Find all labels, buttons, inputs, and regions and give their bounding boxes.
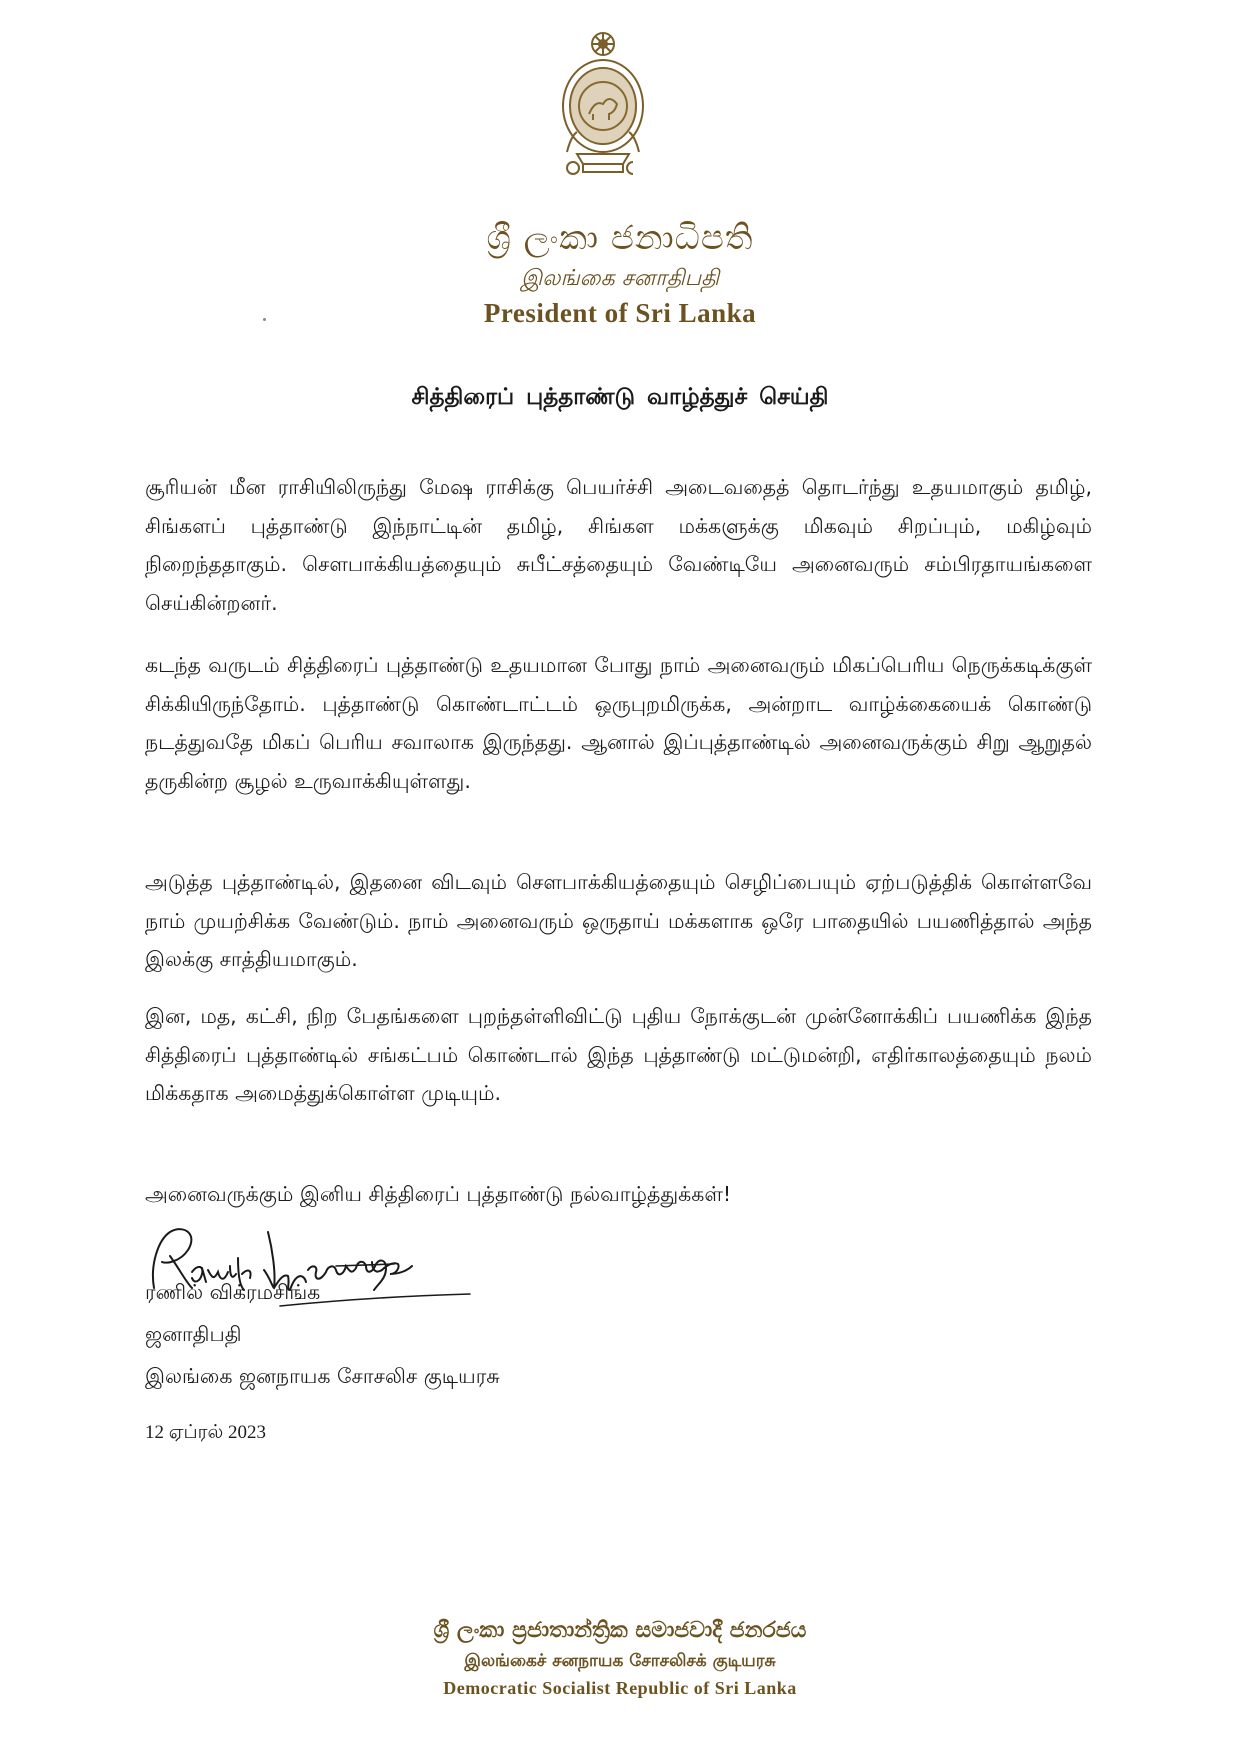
signatory-title: ஜனாதிபதி (145, 1322, 242, 1346)
sri-lanka-emblem-icon (553, 28, 653, 188)
signatory-name: ரணில் விக்ரமசிங்க (145, 1280, 321, 1304)
footer-english: Democratic Socialist Republic of Sri Lanka (443, 1678, 797, 1698)
letterhead-title-tamil: இலங்கை சனாதிபதி (520, 266, 720, 291)
message-paragraph: அடுத்த புத்தாண்டில், இதனை விடவும் சௌபாக்கியத்தையும் செழிப்பையும் ஏற்படுத்திக் கொள்ளவே நாம் முயற்சிக்க வேண்டும். நாம் அனைவரும் ஒருதாய் மக்களாக ஒரே பாதையில் பயணித்தால் அந்த இலக்கு சாத்தியமாகும். (145, 870, 1093, 971)
message-paragraph: சூரியன் மீன ராசியிலிருந்து மேஷ ராசிக்கு பெயர்ச்சி அடைவதைத் தொடர்ந்து உதயமாகும் தமிழ், சிங்களப் புத்தாண்டு இந்நாட்டின் தமிழ், சிங்கள மக்களுக்கு மிகவும் சிறப்பும், மகிழ்வும் நிறைந்ததாகும். சௌபாக்கியத்தையும் சுபீட்சத்தையும் வேண்டியே அனைவரும் சம்பிரதாயங்களை செய்கின்றனர். (145, 475, 1092, 615)
letter-date: 12 ஏப்ரல் 2023 (145, 1422, 267, 1443)
closing-greeting: அனைவருக்கும் இனிய சித்திரைப் புத்தாண்டு நல்வாழ்த்துக்கள்! (145, 1182, 732, 1206)
footer-sinhala: ශ්‍රී ලංකා ප්‍රජාතාන්ත්‍රික සමාජවාදී ජනරජය (433, 1617, 807, 1643)
ink-speck (263, 318, 266, 321)
letterhead-title-english: President of Sri Lanka (483, 298, 757, 328)
message-title: சித்திரைப் புத்தாண்டு வாழ்த்துச் செய்தி (411, 384, 829, 410)
letterhead-title-sinhala: ශ්‍රී ලංකා ජනාධිපති (486, 218, 754, 258)
footer-tamil: இலங்கைச் சனநாயக சோசலிசக் குடியரசு (464, 1651, 776, 1671)
signatory-organization: இலங்கை ஜனநாயக சோசலிச குடியரசு (145, 1364, 500, 1388)
message-paragraph: இன, மத, கட்சி, நிற பேதங்களை புறந்தள்ளிவிட்டு புதிய நோக்குடன் முன்னோக்கிப் பயணிக்க இந்த சித்திரைப் புத்தாண்டில் சங்கட்பம் கொண்டால் இந்த புத்தாண்டு மட்டுமன்றி, எதிர்காலத்தையும் நலம் மிக்கதாக அமைத்துக்கொள்ள முடியும். (145, 1004, 1092, 1105)
message-paragraph: கடந்த வருடம் சித்திரைப் புத்தாண்டு உதயமான போது நாம் அனைவரும் மிகப்பெரிய நெருக்கடிக்குள் சிக்கியிருந்தோம். புத்தாண்டு கொண்டாட்டம் ஒருபுறமிருக்க, அன்றாட வாழ்க்கையைக் கொண்டு நடத்துவதே மிகப் பெரிய சவாலாக இருந்தது. ஆனால் இப்புத்தாண்டில் அனைவருக்கும் சிறு ஆறுதல் தருகின்ற சூழல் உருவாக்கியுள்ளது. (145, 653, 1092, 793)
